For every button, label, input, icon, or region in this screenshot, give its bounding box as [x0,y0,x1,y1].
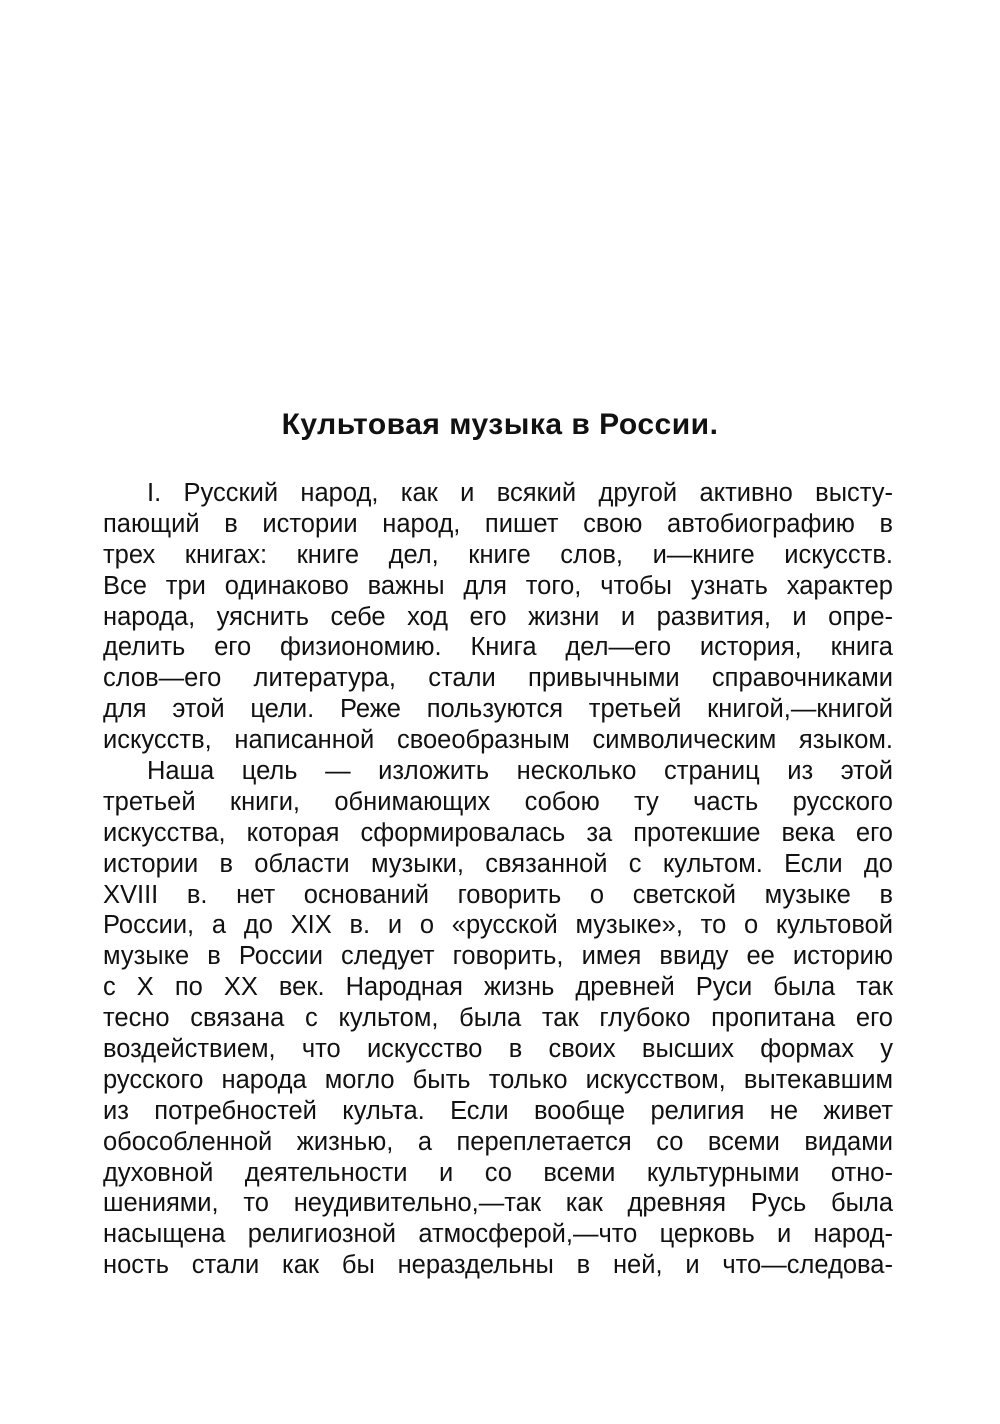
text-line: слов—его литература, стали привычными справочниками [103,664,893,693]
text-line: с X по XX век. Народная жизнь древней Руси была так [103,973,893,1002]
text-line: истории в области музыки, связанной с культом. Если до [103,849,893,878]
text-line: воздействием, что искусство в своих высших формах у [103,1035,893,1064]
text-line: третьей книги, обнимающих собою ту часть русского [103,787,893,816]
text-line: I. Русский народ, как и всякий другой активно высту- [147,479,893,507]
text-line: русского народа могло быть только искусством, вытекавшим [103,1065,893,1094]
text-line: духовной деятельности и со всеми культурными отно- [103,1158,893,1187]
text-line: России, а до XIX в. и о «русской музыке», то о культовой [103,911,893,940]
text-line: насыщена религиозной атмосферой,—что церковь и народ- [103,1220,893,1249]
text-line: для этой цели. Реже пользуются третьей книгой,—книгой [103,695,893,724]
text-line: делить его физиономию. Книга дел—его история, книга [103,633,893,662]
text-line: ность стали как бы нераздельны в ней, и что—следова- [103,1251,893,1280]
text-line: искусства, которая сформировалась за протекшие века его [103,818,893,847]
text-line: искусств, написанной своеобразным символическим языком. [103,726,893,755]
text-line: музыке в России следует говорить, имея ввиду ее историю [103,942,893,971]
text-line: трех книгах: книге дел, книге слов, и—книге искусств. [103,540,893,569]
text-line: народа, уяснить себе ход его жизни и развития, и опре- [103,602,893,631]
body-text [103,478,893,1281]
text-line: шениями, то неудивительно,—так как древняя Русь была [103,1189,893,1218]
text-line: обособленной жизнью, а переплетается со всеми видами [103,1127,893,1156]
text-line: пающий в истории народ, пишет свою автобиографию в [103,509,893,538]
text-line: Наша цель — изложить несколько страниц из этой [147,757,893,786]
text-line: XVIII в. нет оснований говорить о светской музыке в [103,880,893,909]
text-line: из потребностей культа. Если вообще религия не живет [103,1096,893,1125]
text-line: Все три одинаково важны для того, чтобы узнать характер [103,571,893,600]
page-title: Культовая музыка в России. [281,408,719,441]
text-line: тесно связана с культом, была так глубоко пропитана его [103,1004,893,1033]
